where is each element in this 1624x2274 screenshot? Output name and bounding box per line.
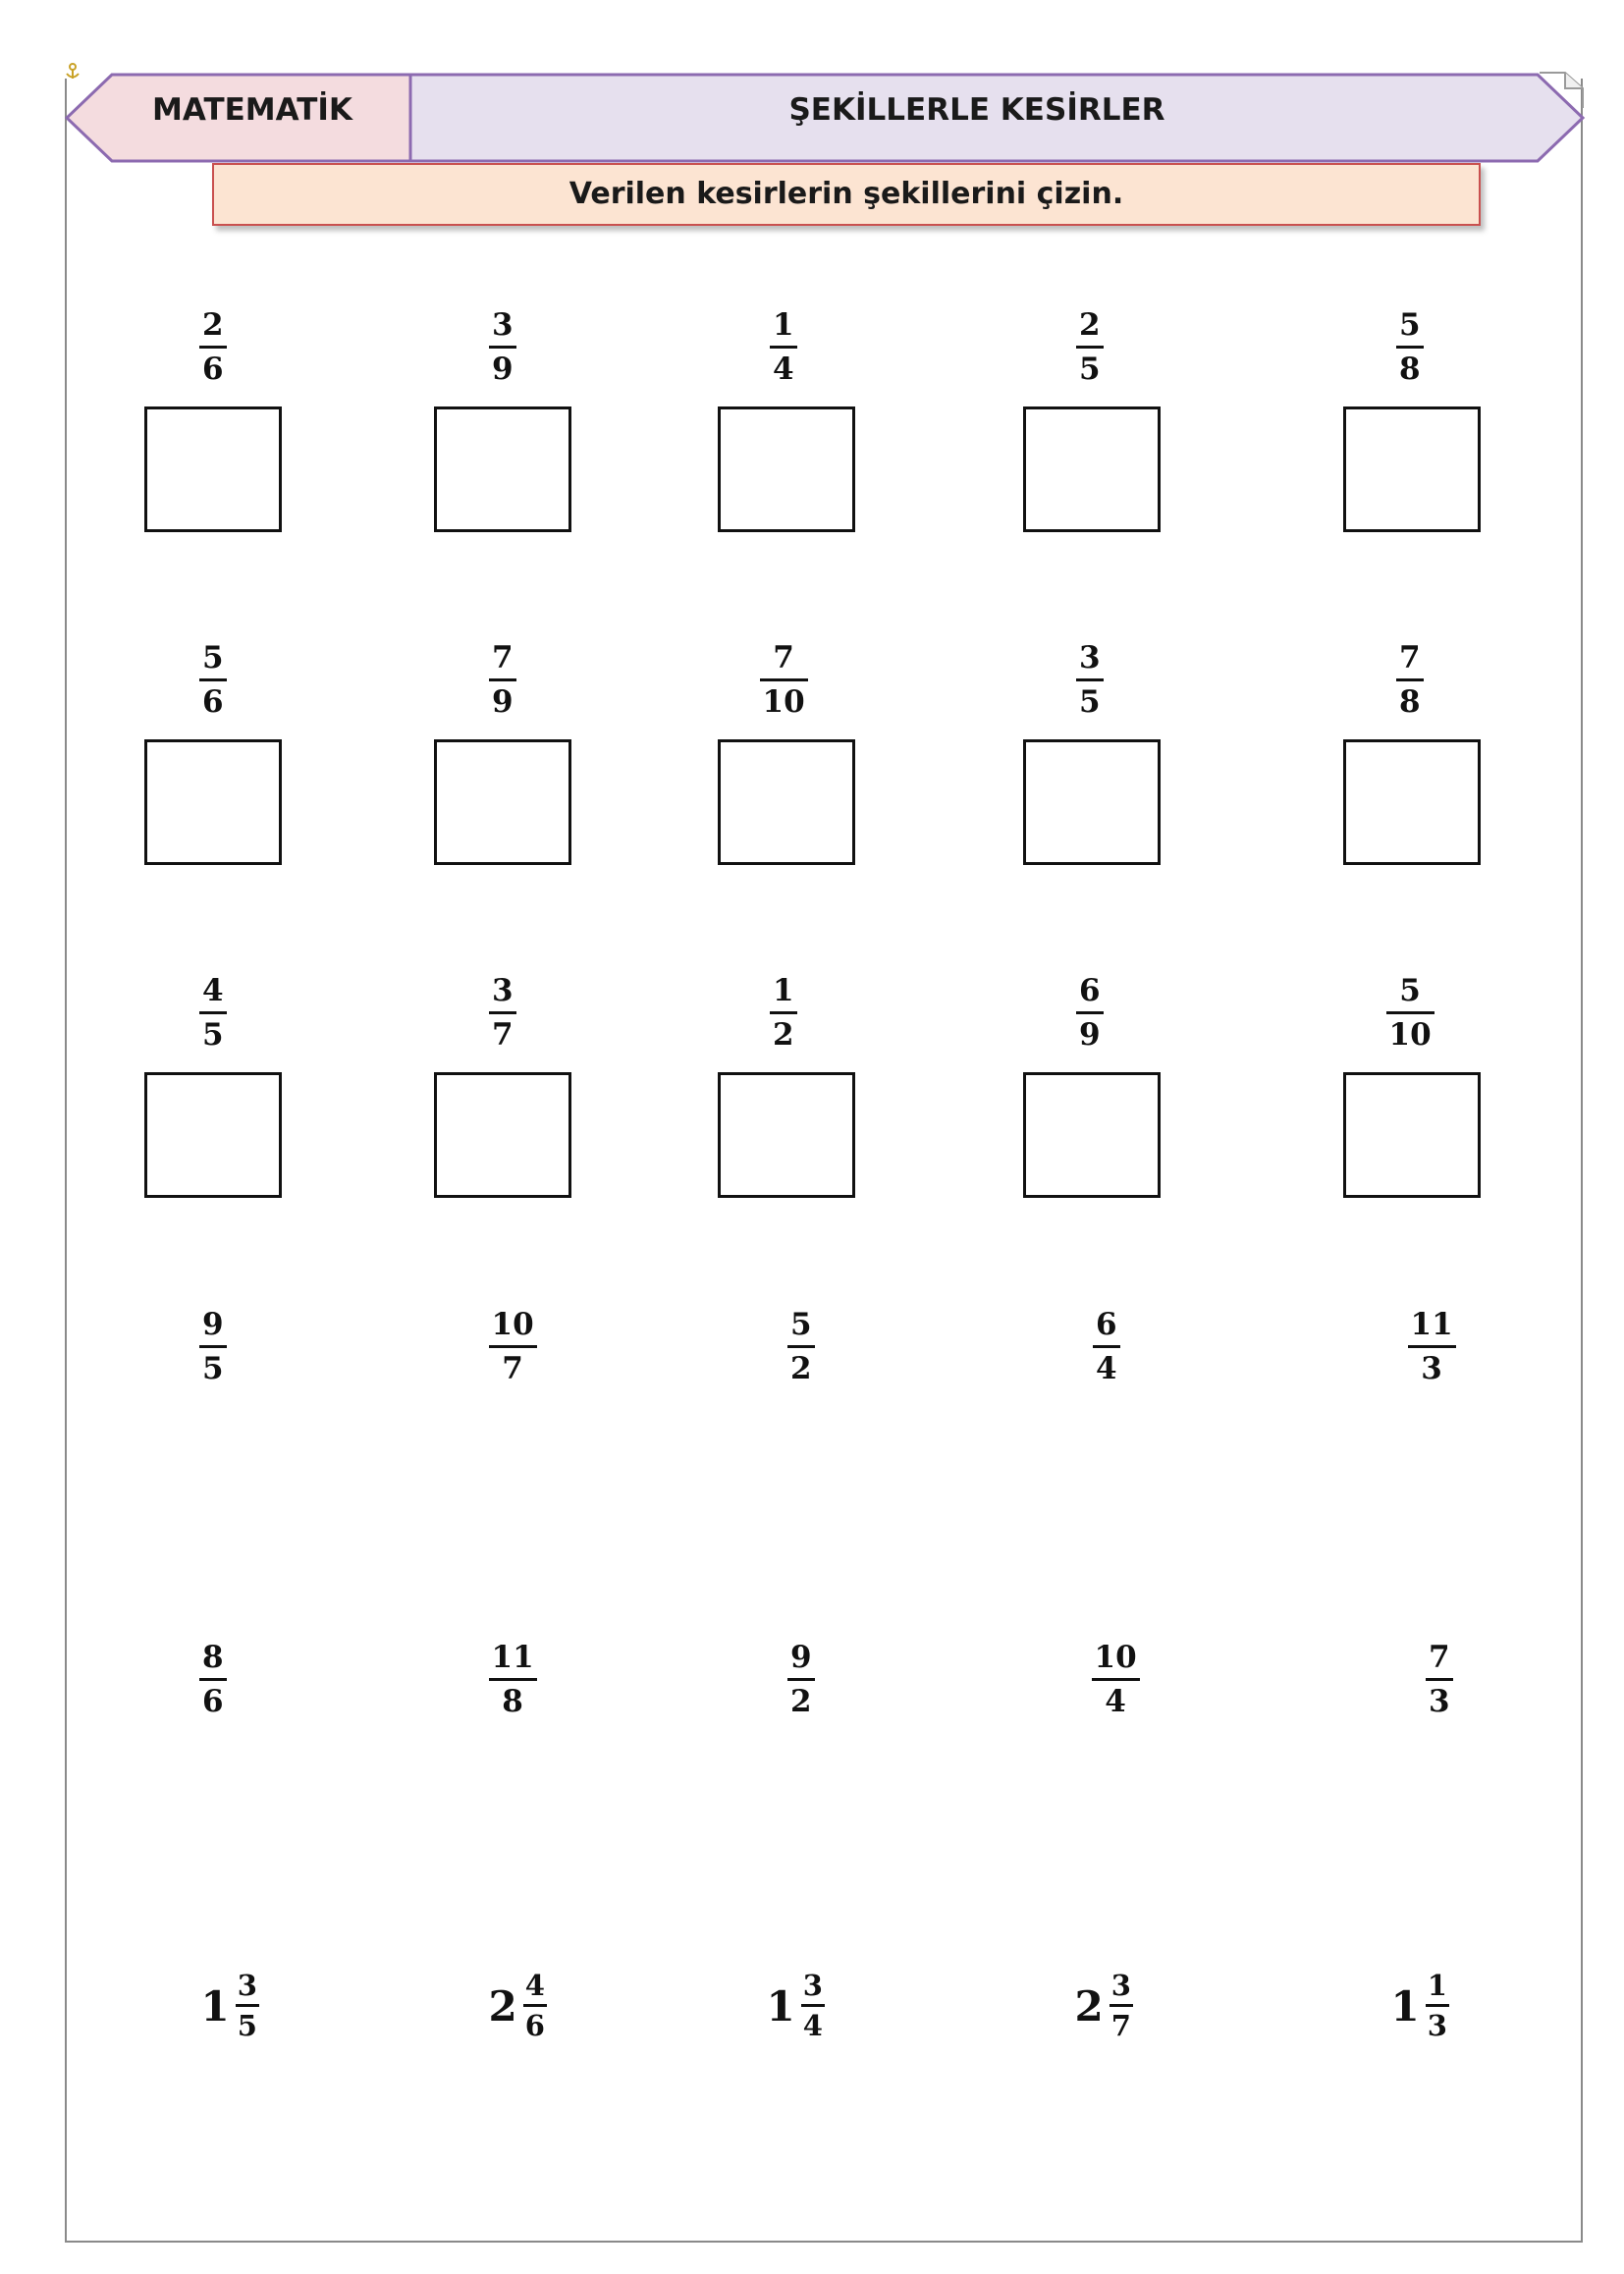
fraction [770,307,797,387]
numerator: 5 [1399,973,1421,1008]
denominator: 3 [1429,1684,1450,1719]
numerator: 5 [1399,307,1421,343]
drawing-box[interactable] [1343,739,1481,865]
drawing-box[interactable] [144,1072,282,1198]
denominator: 7 [492,1017,514,1053]
numerator: 2 [202,307,224,343]
numerator: 1 [1427,1969,1447,2002]
numerator: 3 [492,973,514,1008]
fraction [489,1640,537,1719]
numerator: 4 [202,973,224,1008]
drawing-box[interactable] [1343,406,1481,532]
fraction [199,307,227,387]
fraction [489,973,516,1053]
denominator: 4 [773,352,794,387]
drawing-box[interactable] [718,1072,855,1198]
fraction [489,640,516,720]
fraction [1408,1307,1456,1386]
denominator: 8 [1399,684,1421,720]
numerator: 3 [1110,1969,1131,2002]
header-title: ŞEKİLLERLE KESİRLER [788,92,1165,128]
numerator: 2 [1079,307,1101,343]
denominator: 9 [492,352,514,387]
denominator: 2 [790,1351,812,1386]
drawing-box[interactable] [434,406,571,532]
fraction [1110,1969,1133,2042]
mixed-number [1390,1969,1449,2042]
fraction [523,1969,547,2042]
mixed-whole: 2 [1074,1981,1104,2030]
fraction [1396,640,1424,720]
fraction [489,1307,537,1386]
drawing-box[interactable] [144,406,282,532]
instruction-banner: Verilen kesirlerin şekillerini çizin. [212,163,1481,226]
denominator: 4 [802,2009,823,2042]
denominator: 5 [1079,352,1101,387]
denominator: 7 [1110,2009,1131,2042]
fraction [199,1640,227,1719]
numerator: 11 [491,1640,534,1675]
denominator: 10 [1388,1017,1432,1053]
denominator: 10 [762,684,805,720]
numerator: 6 [1079,973,1101,1008]
fraction [787,1640,815,1719]
drawing-box[interactable] [718,739,855,865]
denominator: 3 [1427,2009,1447,2042]
fraction [801,1969,825,2042]
fraction [1396,307,1424,387]
numerator: 9 [790,1640,812,1675]
mixed-whole: 1 [1390,1981,1420,2030]
denominator: 2 [773,1017,794,1053]
numerator: 7 [773,640,794,676]
numerator: 11 [1410,1307,1453,1342]
denominator: 4 [1096,1351,1117,1386]
fraction [199,973,227,1053]
mixed-number [1074,1969,1133,2042]
numerator: 5 [790,1307,812,1342]
drawing-box[interactable] [1343,1072,1481,1198]
drawing-box[interactable] [144,739,282,865]
numerator: 5 [202,640,224,676]
denominator: 5 [202,1351,224,1386]
fraction [1426,1969,1449,2042]
numerator: 7 [492,640,514,676]
denominator: 6 [524,2009,545,2042]
denominator: 3 [1421,1351,1442,1386]
numerator: 1 [773,973,794,1008]
fraction [1076,973,1104,1053]
numerator: 3 [237,1969,257,2002]
denominator: 6 [202,684,224,720]
mixed-number [766,1969,825,2042]
denominator: 4 [1105,1684,1126,1719]
numerator: 1 [773,307,794,343]
fraction [787,1307,815,1386]
drawing-box[interactable] [1023,1072,1161,1198]
denominator: 7 [502,1351,523,1386]
numerator: 7 [1429,1640,1450,1675]
numerator: 8 [202,1640,224,1675]
fraction [236,1969,259,2042]
fraction [199,1307,227,1386]
mixed-whole: 1 [766,1981,795,2030]
fraction [1092,1640,1140,1719]
numerator: 10 [1094,1640,1137,1675]
mixed-number [488,1969,547,2042]
fraction [1426,1640,1453,1719]
denominator: 2 [790,1684,812,1719]
denominator: 8 [1399,352,1421,387]
drawing-box[interactable] [1023,739,1161,865]
header-subject: MATEMATİK [152,92,352,128]
fraction [199,640,227,720]
mixed-number [200,1969,259,2042]
numerator: 7 [1399,640,1421,676]
denominator: 6 [202,1684,224,1719]
numerator: 3 [1079,640,1101,676]
drawing-box[interactable] [718,406,855,532]
numerator: 3 [802,1969,823,2002]
drawing-box[interactable] [434,739,571,865]
denominator: 8 [502,1684,523,1719]
denominator: 5 [202,1017,224,1053]
drawing-box[interactable] [1023,406,1161,532]
denominator: 9 [492,684,514,720]
fraction [489,307,516,387]
numerator: 4 [524,1969,545,2002]
drawing-box[interactable] [434,1072,571,1198]
numerator: 3 [492,307,514,343]
numerator: 10 [491,1307,534,1342]
denominator: 5 [237,2009,257,2042]
mixed-whole: 1 [200,1981,230,2030]
numerator: 6 [1096,1307,1117,1342]
denominator: 5 [1079,684,1101,720]
fraction [760,640,808,720]
fraction [1076,307,1104,387]
mixed-whole: 2 [488,1981,517,2030]
fraction [1076,640,1104,720]
fraction [1386,973,1435,1053]
denominator: 9 [1079,1017,1101,1053]
fraction [770,973,797,1053]
numerator: 9 [202,1307,224,1342]
fraction [1093,1307,1120,1386]
denominator: 6 [202,352,224,387]
